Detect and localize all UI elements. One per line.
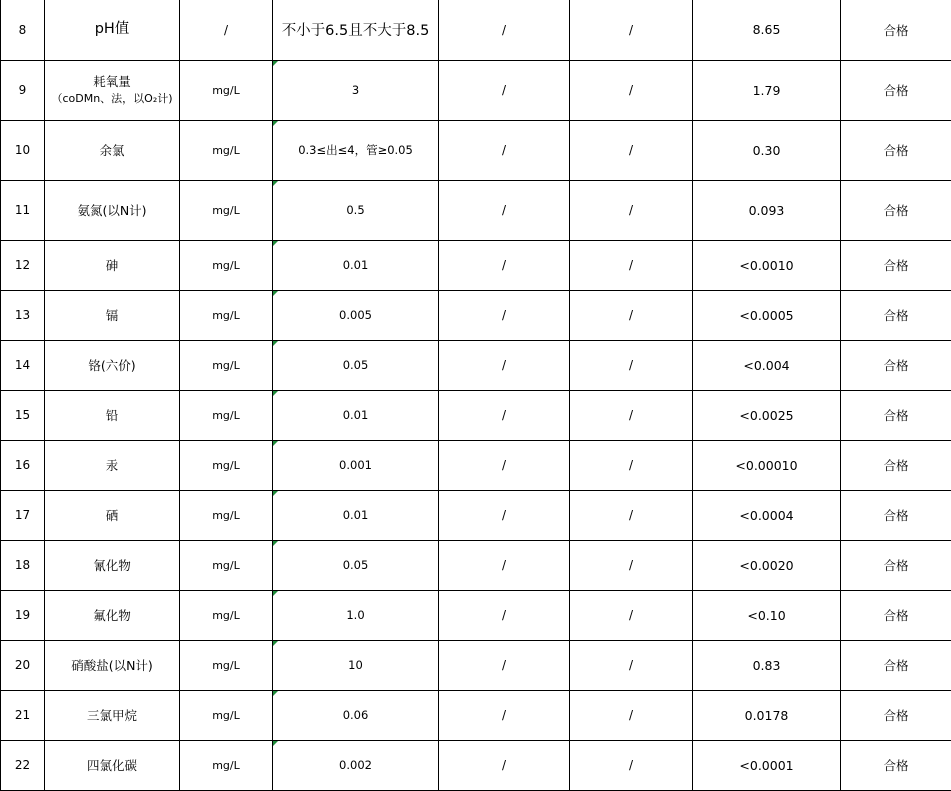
limit-cell (273, 690, 439, 740)
verdict-cell: 合格 (841, 640, 951, 690)
table-row (1, 490, 951, 540)
table-row (1, 60, 951, 120)
comment-marker-icon (273, 181, 278, 186)
unit-cell: mg/L (180, 640, 273, 690)
limit-value: 0.01 (342, 408, 369, 422)
row-number: 20 (1, 640, 45, 690)
verdict-cell: 合格 (841, 340, 951, 390)
blank-column-b: / (570, 60, 693, 120)
blank-column-a: / (439, 340, 570, 390)
item-name: 砷 (105, 257, 119, 273)
blank-column-b: / (570, 390, 693, 440)
row-number: 8 (1, 0, 45, 60)
limit-value: 3 (351, 83, 360, 97)
unit-cell: mg/L (180, 240, 273, 290)
limit-value: 0.001 (339, 458, 372, 472)
limit-cell (273, 240, 439, 290)
item-name: 铅 (105, 407, 119, 423)
blank-column-a: / (439, 640, 570, 690)
unit-cell: mg/L (180, 440, 273, 490)
blank-column-a: / (439, 120, 570, 180)
result-cell: 0.093 (693, 180, 841, 240)
result-cell: <0.00010 (693, 440, 841, 490)
verdict-cell: 合格 (841, 290, 951, 340)
item-name: 氟化物 (93, 607, 131, 623)
limit-cell (273, 60, 439, 120)
blank-column-a: / (439, 390, 570, 440)
blank-column-b: / (570, 590, 693, 640)
limit-value: 0.3≤出≤4，管≥0.05 (298, 143, 413, 157)
comment-marker-icon (273, 241, 278, 246)
blank-column-a: / (439, 740, 570, 790)
table-row (1, 690, 951, 740)
verdict-cell: 合格 (841, 490, 951, 540)
item-name-cell (45, 390, 180, 440)
item-name-cell (45, 440, 180, 490)
verdict-cell: 合格 (841, 60, 951, 120)
limit-cell (273, 440, 439, 490)
result-cell: 0.0178 (693, 690, 841, 740)
row-number: 18 (1, 540, 45, 590)
blank-column-b: / (570, 740, 693, 790)
row-number: 21 (1, 690, 45, 740)
comment-marker-icon (273, 491, 278, 496)
item-name: 三氯甲烷 (86, 707, 137, 723)
unit-cell: mg/L (180, 390, 273, 440)
comment-marker-icon (273, 541, 278, 546)
item-name-cell (45, 590, 180, 640)
limit-cell (273, 120, 439, 180)
table-body (1, 0, 951, 790)
comment-marker-icon (273, 591, 278, 596)
limit-value: 1.0 (346, 608, 365, 622)
item-name: 铬(六价) (88, 357, 136, 373)
result-cell: 8.65 (693, 0, 841, 60)
unit-cell: mg/L (180, 120, 273, 180)
blank-column-a: / (439, 490, 570, 540)
limit-value: 0.05 (342, 358, 369, 372)
item-name-cell (45, 0, 180, 60)
item-name-cell (45, 490, 180, 540)
table-row (1, 640, 951, 690)
limit-value: 0.01 (342, 508, 369, 522)
comment-marker-icon (273, 391, 278, 396)
unit-cell: / (180, 0, 273, 60)
item-name-note: （coDMn、法，以O₂计) (51, 92, 173, 105)
verdict-cell: 合格 (841, 690, 951, 740)
row-number: 14 (1, 340, 45, 390)
limit-cell (273, 540, 439, 590)
unit-cell: mg/L (180, 590, 273, 640)
blank-column-a: / (439, 540, 570, 590)
unit-cell: mg/L (180, 490, 273, 540)
comment-marker-icon (273, 291, 278, 296)
item-name: 汞 (105, 457, 119, 473)
item-name-cell (45, 290, 180, 340)
blank-column-b: / (570, 490, 693, 540)
limit-value: 0.01 (342, 258, 369, 272)
item-name: 镉 (105, 307, 119, 323)
result-cell: <0.0004 (693, 490, 841, 540)
row-number: 10 (1, 120, 45, 180)
result-cell: <0.10 (693, 590, 841, 640)
item-name: 四氯化碳 (86, 757, 137, 773)
limit-value: 0.5 (346, 203, 365, 217)
blank-column-a: / (439, 180, 570, 240)
unit-cell: mg/L (180, 180, 273, 240)
comment-marker-icon (273, 121, 278, 126)
item-name: pH值 (94, 21, 130, 38)
table-row (1, 0, 951, 60)
row-number: 19 (1, 590, 45, 640)
blank-column-a: / (439, 690, 570, 740)
verdict-cell: 合格 (841, 590, 951, 640)
comment-marker-icon (273, 741, 278, 746)
table-row (1, 590, 951, 640)
verdict-cell: 合格 (841, 240, 951, 290)
limit-cell (273, 340, 439, 390)
item-name-cell (45, 690, 180, 740)
verdict-cell: 合格 (841, 180, 951, 240)
unit-cell: mg/L (180, 60, 273, 120)
unit-cell: mg/L (180, 740, 273, 790)
limit-value: 0.06 (342, 708, 369, 722)
limit-value: 0.002 (339, 758, 372, 772)
row-number: 13 (1, 290, 45, 340)
blank-column-b: / (570, 440, 693, 490)
row-number: 17 (1, 490, 45, 540)
item-name: 硝酸盐(以N计) (71, 657, 153, 673)
blank-column-b: / (570, 0, 693, 60)
limit-cell (273, 390, 439, 440)
item-name-cell (45, 740, 180, 790)
unit-cell: mg/L (180, 340, 273, 390)
result-cell: 0.30 (693, 120, 841, 180)
result-cell: <0.0001 (693, 740, 841, 790)
limit-cell (273, 290, 439, 340)
blank-column-b: / (570, 690, 693, 740)
comment-marker-icon (273, 691, 278, 696)
blank-column-b: / (570, 180, 693, 240)
result-cell: <0.0020 (693, 540, 841, 590)
limit-cell (273, 0, 439, 60)
verdict-cell: 合格 (841, 0, 951, 60)
limit-value: 10 (348, 658, 363, 672)
comment-marker-icon (273, 641, 278, 646)
result-cell: <0.0005 (693, 290, 841, 340)
comment-marker-icon (273, 61, 278, 66)
blank-column-b: / (570, 640, 693, 690)
item-name-cell (45, 340, 180, 390)
limit-cell (273, 640, 439, 690)
unit-cell: mg/L (180, 690, 273, 740)
blank-column-a: / (439, 290, 570, 340)
unit-cell: mg/L (180, 540, 273, 590)
limit-cell (273, 740, 439, 790)
item-name: 硒 (105, 507, 119, 523)
table-row (1, 740, 951, 790)
verdict-cell: 合格 (841, 740, 951, 790)
verdict-cell: 合格 (841, 440, 951, 490)
comment-marker-icon (273, 441, 278, 446)
limit-cell (273, 180, 439, 240)
verdict-cell: 合格 (841, 390, 951, 440)
row-number: 11 (1, 180, 45, 240)
row-number: 22 (1, 740, 45, 790)
result-cell: 0.83 (693, 640, 841, 690)
item-name-cell (45, 540, 180, 590)
blank-column-b: / (570, 340, 693, 390)
result-cell: <0.0010 (693, 240, 841, 290)
limit-cell (273, 490, 439, 540)
item-name-cell (45, 180, 180, 240)
blank-column-a: / (439, 60, 570, 120)
blank-column-b: / (570, 290, 693, 340)
result-cell: <0.0025 (693, 390, 841, 440)
blank-column-b: / (570, 240, 693, 290)
item-name-cell (45, 240, 180, 290)
table-row (1, 440, 951, 490)
verdict-cell: 合格 (841, 540, 951, 590)
unit-cell: mg/L (180, 290, 273, 340)
blank-column-a: / (439, 240, 570, 290)
limit-value: 0.005 (339, 308, 372, 322)
table-row (1, 540, 951, 590)
blank-column-b: / (570, 120, 693, 180)
row-number: 16 (1, 440, 45, 490)
table-row (1, 340, 951, 390)
limit-value: 不小于6.5且不大于8.5 (281, 23, 430, 40)
item-name-cell (45, 60, 180, 120)
comment-marker-icon (273, 341, 278, 346)
item-name: 氰化物 (93, 557, 131, 573)
result-cell: <0.004 (693, 340, 841, 390)
row-number: 9 (1, 60, 45, 120)
limit-value: 0.05 (342, 558, 369, 572)
limit-cell (273, 590, 439, 640)
blank-column-a: / (439, 440, 570, 490)
item-name: 余氯 (99, 142, 125, 158)
table-row (1, 240, 951, 290)
table-row (1, 290, 951, 340)
blank-column-b: / (570, 540, 693, 590)
blank-column-a: / (439, 0, 570, 60)
result-cell: 1.79 (693, 60, 841, 120)
row-number: 12 (1, 240, 45, 290)
blank-column-a: / (439, 590, 570, 640)
table-row (1, 180, 951, 240)
table-row (1, 390, 951, 440)
table-row (1, 120, 951, 180)
row-number: 15 (1, 390, 45, 440)
verdict-cell: 合格 (841, 120, 951, 180)
item-name: 耗氧量 (93, 74, 131, 89)
item-name: 氨氮(以N计) (77, 202, 147, 218)
item-name-cell (45, 120, 180, 180)
item-name-cell (45, 640, 180, 690)
